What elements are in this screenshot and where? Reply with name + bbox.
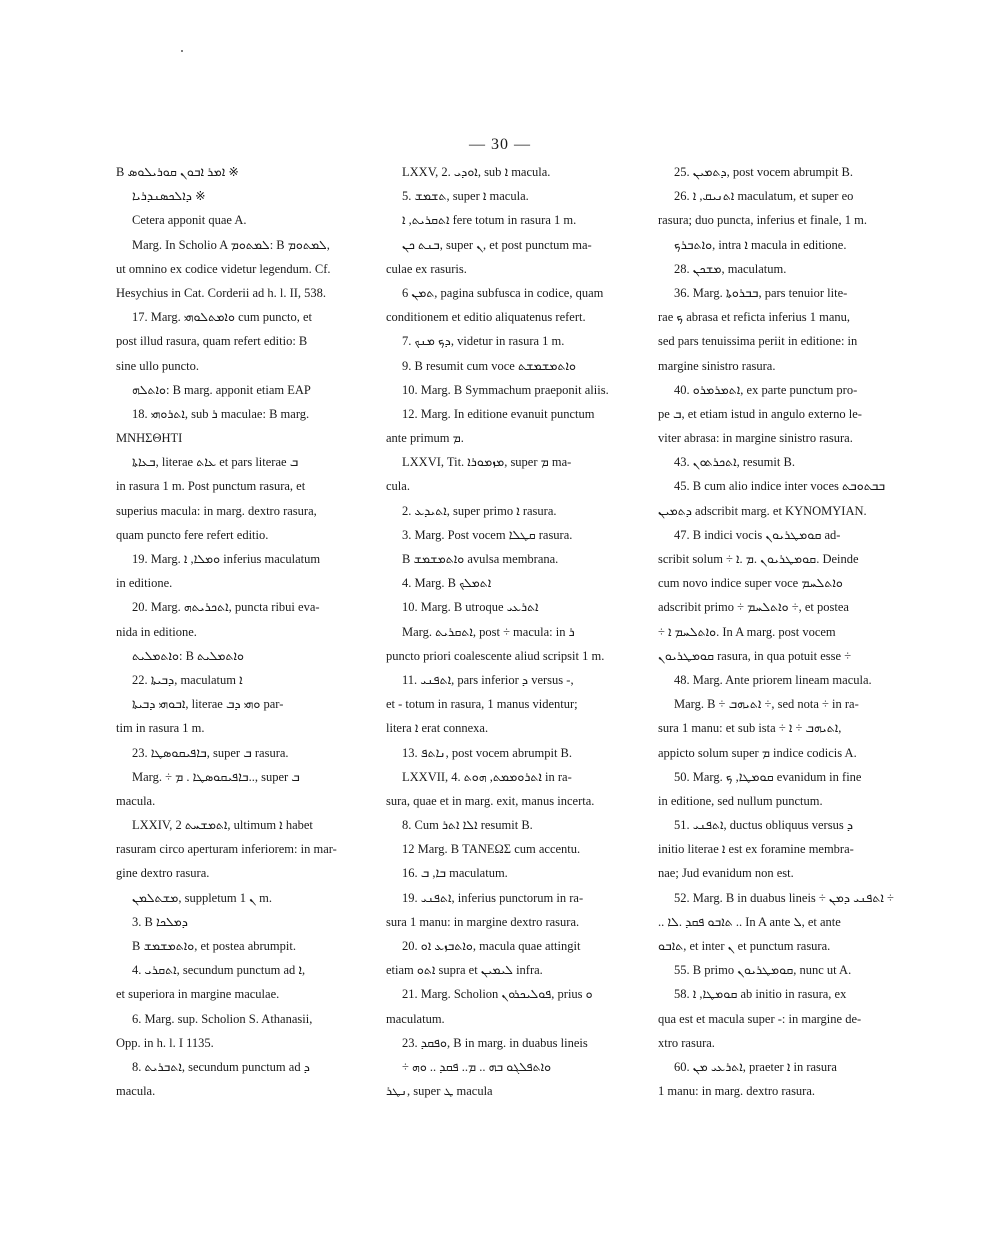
text-line: 23. ܘܦܩܕ, B in marg. in duabus lineis bbox=[402, 1035, 588, 1050]
text-line: ܕܐܠܟܣܢܕܪܝܐ ※ bbox=[132, 189, 206, 204]
text-line: 4. ܐܬܩܪܝ, secundum punctum ad ܐ, bbox=[132, 963, 306, 978]
text-line: ܢܛܪ, super ܛ macula bbox=[386, 1084, 493, 1099]
text-line: quam puncto fere refert editio. bbox=[116, 527, 269, 542]
text-line: xtro rasura. bbox=[658, 1035, 715, 1050]
text-line: pe ܒ, et etiam istud in angulo externo le- bbox=[658, 406, 862, 421]
text-line: sura 1 manu: et sub ista ÷ ܐܬܝܗܒ ÷ ܐ, bbox=[658, 721, 842, 736]
text-line: cum novo indice super voce ܘܐܬܠܚܡ bbox=[658, 576, 843, 591]
text-line: 11. ܐܬܦܢܝ, pars inferior ܕ versus -, bbox=[402, 672, 574, 687]
text-line: ÷ ܘܐܬܦܠܓܘ ܒܗ .. ܡ.. ܦܩܕ .. ܘܗ bbox=[402, 1059, 552, 1074]
text-line: ܒܥܐܬܐ, literae ܥܐܬ et pars literae ܒ bbox=[132, 455, 299, 470]
text-line: 3. Marg. Post vocem ܩܛܠܐ rasura. bbox=[402, 527, 573, 542]
text-line: LXXV, 2. ܐܘܕܝ, sub ܐ macula. bbox=[402, 165, 551, 179]
text-line: 47. B indici vocis ܩܘܡܛܪܝܘܢ ad- bbox=[674, 527, 841, 542]
text-line: Marg. B ÷ ܐܬܝܗܒ ÷, sed nota ÷ in ra- bbox=[674, 697, 859, 712]
text-line: 10. Marg. B Symmachum praeponit aliis. bbox=[402, 382, 609, 397]
text-line: nida in editione. bbox=[116, 624, 197, 639]
text-line: ܩܘܡܛܪܝܘܢ rasura, in qua potuit esse ÷ bbox=[658, 648, 852, 663]
text-line: gine dextro rasura. bbox=[116, 866, 210, 881]
text-line: 26. ܐܬܢܝܩ, ܐ maculatum, et super eo bbox=[674, 189, 854, 204]
text-line: 16. ܒܐ, ܒ maculatum. bbox=[402, 866, 508, 881]
text-line: 28. ܡܫܟܢ, maculatum. bbox=[674, 261, 787, 276]
text-line: 3. B ܕܡܠܟܐ bbox=[132, 914, 188, 929]
text-line: viter abrasa: in margine sinistro rasura. bbox=[658, 431, 853, 446]
text-line: 9. B resumit cum voce ܘܐܬܡܫܡܫܬ bbox=[402, 358, 576, 373]
text-line: 18. ܐܬܪܘܗܝ, sub ܪ maculae: B marg. bbox=[132, 406, 310, 421]
text-column-middle bbox=[386, 160, 632, 1103]
text-line: 40. ܐܬܡܪܡܪܘ, ex parte punctum pro- bbox=[674, 382, 858, 397]
text-line: ܐܬܩܪܝܬ, ܐ fere totum in rasura 1 m. bbox=[402, 213, 577, 228]
text-line: 51. ܐܬܦܢܝ, ductus obliquus versus ܕ bbox=[674, 818, 853, 833]
text-line: 5. ܬܫܡܫ, super ܐ macula. bbox=[402, 189, 529, 204]
text-line: ÷ ܘܐܬܠܚܡ ܐ. In A marg. post vocem bbox=[658, 624, 836, 639]
text-line: ܡܫܬܠܡܢ, suppletum ܢ 1 m. bbox=[132, 890, 272, 905]
text-line: B ܘܐܬܡܫܡܫ, et postea abrumpit. bbox=[132, 939, 296, 953]
text-column-left bbox=[116, 160, 359, 1103]
text-line: nae; Jud evanidum non est. bbox=[658, 866, 794, 881]
text-line: maculatum. bbox=[386, 1011, 445, 1026]
page-number: — 30 — bbox=[469, 136, 531, 153]
text-line: in editione. bbox=[116, 576, 173, 591]
text-line: 20. ܘܐܬܒܙܥ ܐܘ, macula quae attingit bbox=[402, 939, 581, 953]
text-line: 19. ܐܬܦܢܝ, inferius punctorum in ra- bbox=[402, 890, 584, 905]
text-line: 23. ܒܐܦܝܩܘܣܛܐ, super ܒ rasura. bbox=[132, 745, 289, 760]
text-line: rae ܟ abrasa et reficta inferius 1 manu, bbox=[658, 310, 851, 325]
text-line: .. ܬܐܒܘ ܦܩܕ .ܠܐ .. In A ante ܠ, et ante bbox=[658, 914, 841, 929]
text-line: et - totum in rasura, 1 manus videntur; bbox=[386, 697, 578, 712]
text-line: macula. bbox=[116, 1084, 156, 1099]
text-line: ut omnino ex codice videtur legendum. Cf. bbox=[116, 261, 331, 276]
text-line: LXXIV, 2 ܐܬܡܫܚܬ, ultimum ܐ habet bbox=[132, 818, 313, 833]
text-line: qua est et macula super -: in margine de- bbox=[658, 1011, 862, 1026]
text-line: 50. Marg. ܩܘܡܛܐ, ܟ evanidum in fine bbox=[674, 769, 862, 784]
text-line: macula. bbox=[116, 793, 156, 808]
text-line: 4. Marg. B ܐܬܡܠܟ bbox=[402, 576, 492, 591]
text-line: Hesychius in Cat. Corderii ad h. l. II, 538. bbox=[116, 285, 327, 300]
text-line: rasura; duo puncta, inferius et finale, 1 m. bbox=[658, 213, 867, 228]
text-line: et superiora in margine maculae. bbox=[116, 987, 280, 1002]
text-line: 6. Marg. sup. Scholion S. Athanasii, bbox=[132, 1011, 313, 1026]
text-line: superius macula: in marg. dextro rasura, bbox=[116, 503, 317, 518]
text-line: 12. Marg. In editione evanuit punctum bbox=[402, 406, 595, 421]
text-line: ܘܐܬܠܗ: B marg. apponit etiam ΕΑΡ bbox=[132, 382, 311, 397]
text-line: conditionem et editio aliquatenus refert. bbox=[386, 310, 586, 325]
text-column-right bbox=[658, 160, 914, 1103]
text-line: B ܐܡܪ ܐܒܘܢ ܩܘܪܝܠܘܣ ※ bbox=[116, 165, 239, 179]
text-line: 52. Marg. B in duabus lineis ÷ ܐܬܦܢܝ ܕܡܢ ÷ bbox=[674, 890, 894, 905]
text-line: 22. ܕܒܝܬܐ, maculatum ܐ bbox=[132, 672, 243, 687]
text-line: 10. Marg. B utroque ܐܬܪܥܝ bbox=[402, 600, 539, 615]
text-line: cula. bbox=[386, 479, 410, 494]
text-line: 17. Marg. ܘܐܡܬܠܘܗܝ cum puncto, et bbox=[132, 310, 313, 325]
text-line: 43. ܐܬܟܪܬܘܢ, resumit B. bbox=[674, 455, 795, 470]
text-line: LXXVI, Tit. ܡܙܡܘܪܐ, super ܡ ma- bbox=[402, 455, 572, 470]
text-line: 25. ܕܬܡܝܢ, post vocem abrumpit B. bbox=[674, 165, 854, 179]
stray-ink-mark bbox=[181, 50, 183, 52]
text-line: in editione, sed nullum punctum. bbox=[658, 793, 823, 808]
text-line: litera ܐ erat connexa. bbox=[386, 721, 489, 736]
text-line: 2. ܐܬܝܕܥ, super primo ܐ rasura. bbox=[402, 503, 557, 518]
text-line: 55. B primo ܩܘܡܛܪܝܘܢ, nunc ut A. bbox=[674, 963, 852, 978]
text-line: post illud rasura, quam refert editio: B bbox=[116, 334, 308, 349]
text-line: sine ullo puncto. bbox=[116, 358, 199, 373]
text-line: LXXVII, 4. ܐܬܪܘܡܡܬ, ܗܘܬ in ra- bbox=[402, 769, 572, 784]
text-line: 12 Marg. B ΤΑΝΕΩΣ cum accentu. bbox=[402, 842, 581, 857]
text-line: rasuram circo aperturam inferiorem: in mar- bbox=[116, 842, 337, 857]
text-line: Marg. ÷ ܒܐܦܝܩܘܣܛܐ . ܡ.., super ܒ bbox=[132, 769, 300, 784]
text-line: Cetera apponit quae A. bbox=[132, 213, 247, 228]
text-line: ܐܒܘܗܝ ܕܒܝܬܐ, literae ܘܗܝ ܕܒ par- bbox=[132, 697, 284, 712]
text-line: ܬܐܒܘ, et inter ܢ et punctum rasura. bbox=[658, 939, 831, 953]
text-line: 21. Marg. Scholion ܦܘܠܝܟܪܘܢ, prius ܘ bbox=[402, 987, 593, 1002]
text-line: 20. Marg. ܐܬܟܪܝܬܗ, puncta ribui eva- bbox=[132, 600, 320, 615]
text-line: ΜΝΗΣΘΗΤΙ bbox=[116, 431, 183, 446]
text-line: initio literae ܐ est ex foramine membra- bbox=[658, 842, 854, 857]
text-line: ܘܐܬܡܠܝܬ: B ܘܐܬܡܠܝܬ bbox=[132, 648, 244, 663]
text-line: sed pars tenuissima periit in editione: in bbox=[658, 334, 858, 349]
text-line: margine sinistro rasura. bbox=[658, 358, 776, 373]
text-line: scribit solum ÷ ܩܘܡܛܪܝܘܢ .ܡ .ܐ. Deinde bbox=[658, 552, 859, 566]
text-line: 48. Marg. Ante priorem lineam macula. bbox=[674, 672, 872, 687]
text-line: 8. Cum ܐܠܐ ܐܬܪ resumit B. bbox=[402, 818, 533, 833]
text-line: 36. Marg. ܒܒܪܘܬܐ, pars tenuior lite- bbox=[674, 285, 848, 300]
text-line: appicto solum super ܡ indice codicis A. bbox=[658, 745, 857, 760]
text-line: 6 ܬܡܢ, pagina subfusca in codice, quam bbox=[402, 285, 604, 300]
text-line: 19. Marg. ܘܡܠܐ, ܐ inferius maculatum bbox=[132, 552, 321, 566]
text-line: sura, quae et in marg. exit, manus incerta. bbox=[386, 793, 595, 808]
text-line: 1 manu: in marg. dextro rasura. bbox=[658, 1084, 816, 1099]
text-line: B ܘܐܬܡܫܡܫ avulsa membrana. bbox=[402, 552, 559, 566]
text-line: 13. ܢܐܬܦ, post vocem abrumpit B. bbox=[402, 745, 572, 760]
text-line: 8. ܐܬܒܪܝܬ, secundum punctum ad ܕ bbox=[132, 1059, 310, 1074]
text-line: puncto priori coalescente aliud scripsit 1 m. bbox=[386, 648, 605, 663]
text-line: ܒܢܬ ܟܢ, super ܢ, et post punctum ma- bbox=[402, 237, 592, 252]
text-line: culae ex rasuris. bbox=[386, 261, 467, 276]
text-line: sura 1 manu: in margine dextro rasura. bbox=[386, 914, 580, 929]
text-line: ante primum ܡ. bbox=[386, 431, 464, 446]
text-line: ܕܬܡܝܢ adscribit marg. et ΚΥΝΟΜΥΙΑΝ. bbox=[658, 503, 867, 518]
text-line: in rasura 1 m. Post punctum rasura, et bbox=[116, 479, 306, 494]
text-line: etiam ܐܬܘ supra et ܠܝܡܝܢ infra. bbox=[386, 963, 543, 978]
text-line: Opp. in h. l. I 1135. bbox=[116, 1035, 214, 1050]
text-line: ܘܐܬܒܪܟ, intra ܐ macula in editione. bbox=[674, 237, 847, 252]
text-line: 60. ܐܬܪܥܝ ܡܢ, praeter ܐ in rasura bbox=[674, 1059, 837, 1074]
text-line: tim in rasura 1 m. bbox=[116, 721, 205, 736]
text-line: adscribit primo ÷ ܘܐܬܠܚܡ ÷, et postea bbox=[658, 600, 849, 615]
text-line: 7. ܕܟ ܡܢܟ, videtur in rasura 1 m. bbox=[402, 334, 565, 349]
text-line: Marg. In Scholio A ܠܡܬܘܡ: B ܠܡܬܘܡ, bbox=[132, 237, 330, 252]
text-line: 58. ܩܘܡܛܐ, ܐ ab initio in rasura, ex bbox=[674, 987, 847, 1002]
text-line: Marg. ܐܬܩܪܝܬ, post ÷ macula: in ܪ bbox=[402, 624, 575, 639]
text-line: 45. B cum alio indice inter voces ܒܒܬܘܒܬ bbox=[674, 479, 886, 494]
